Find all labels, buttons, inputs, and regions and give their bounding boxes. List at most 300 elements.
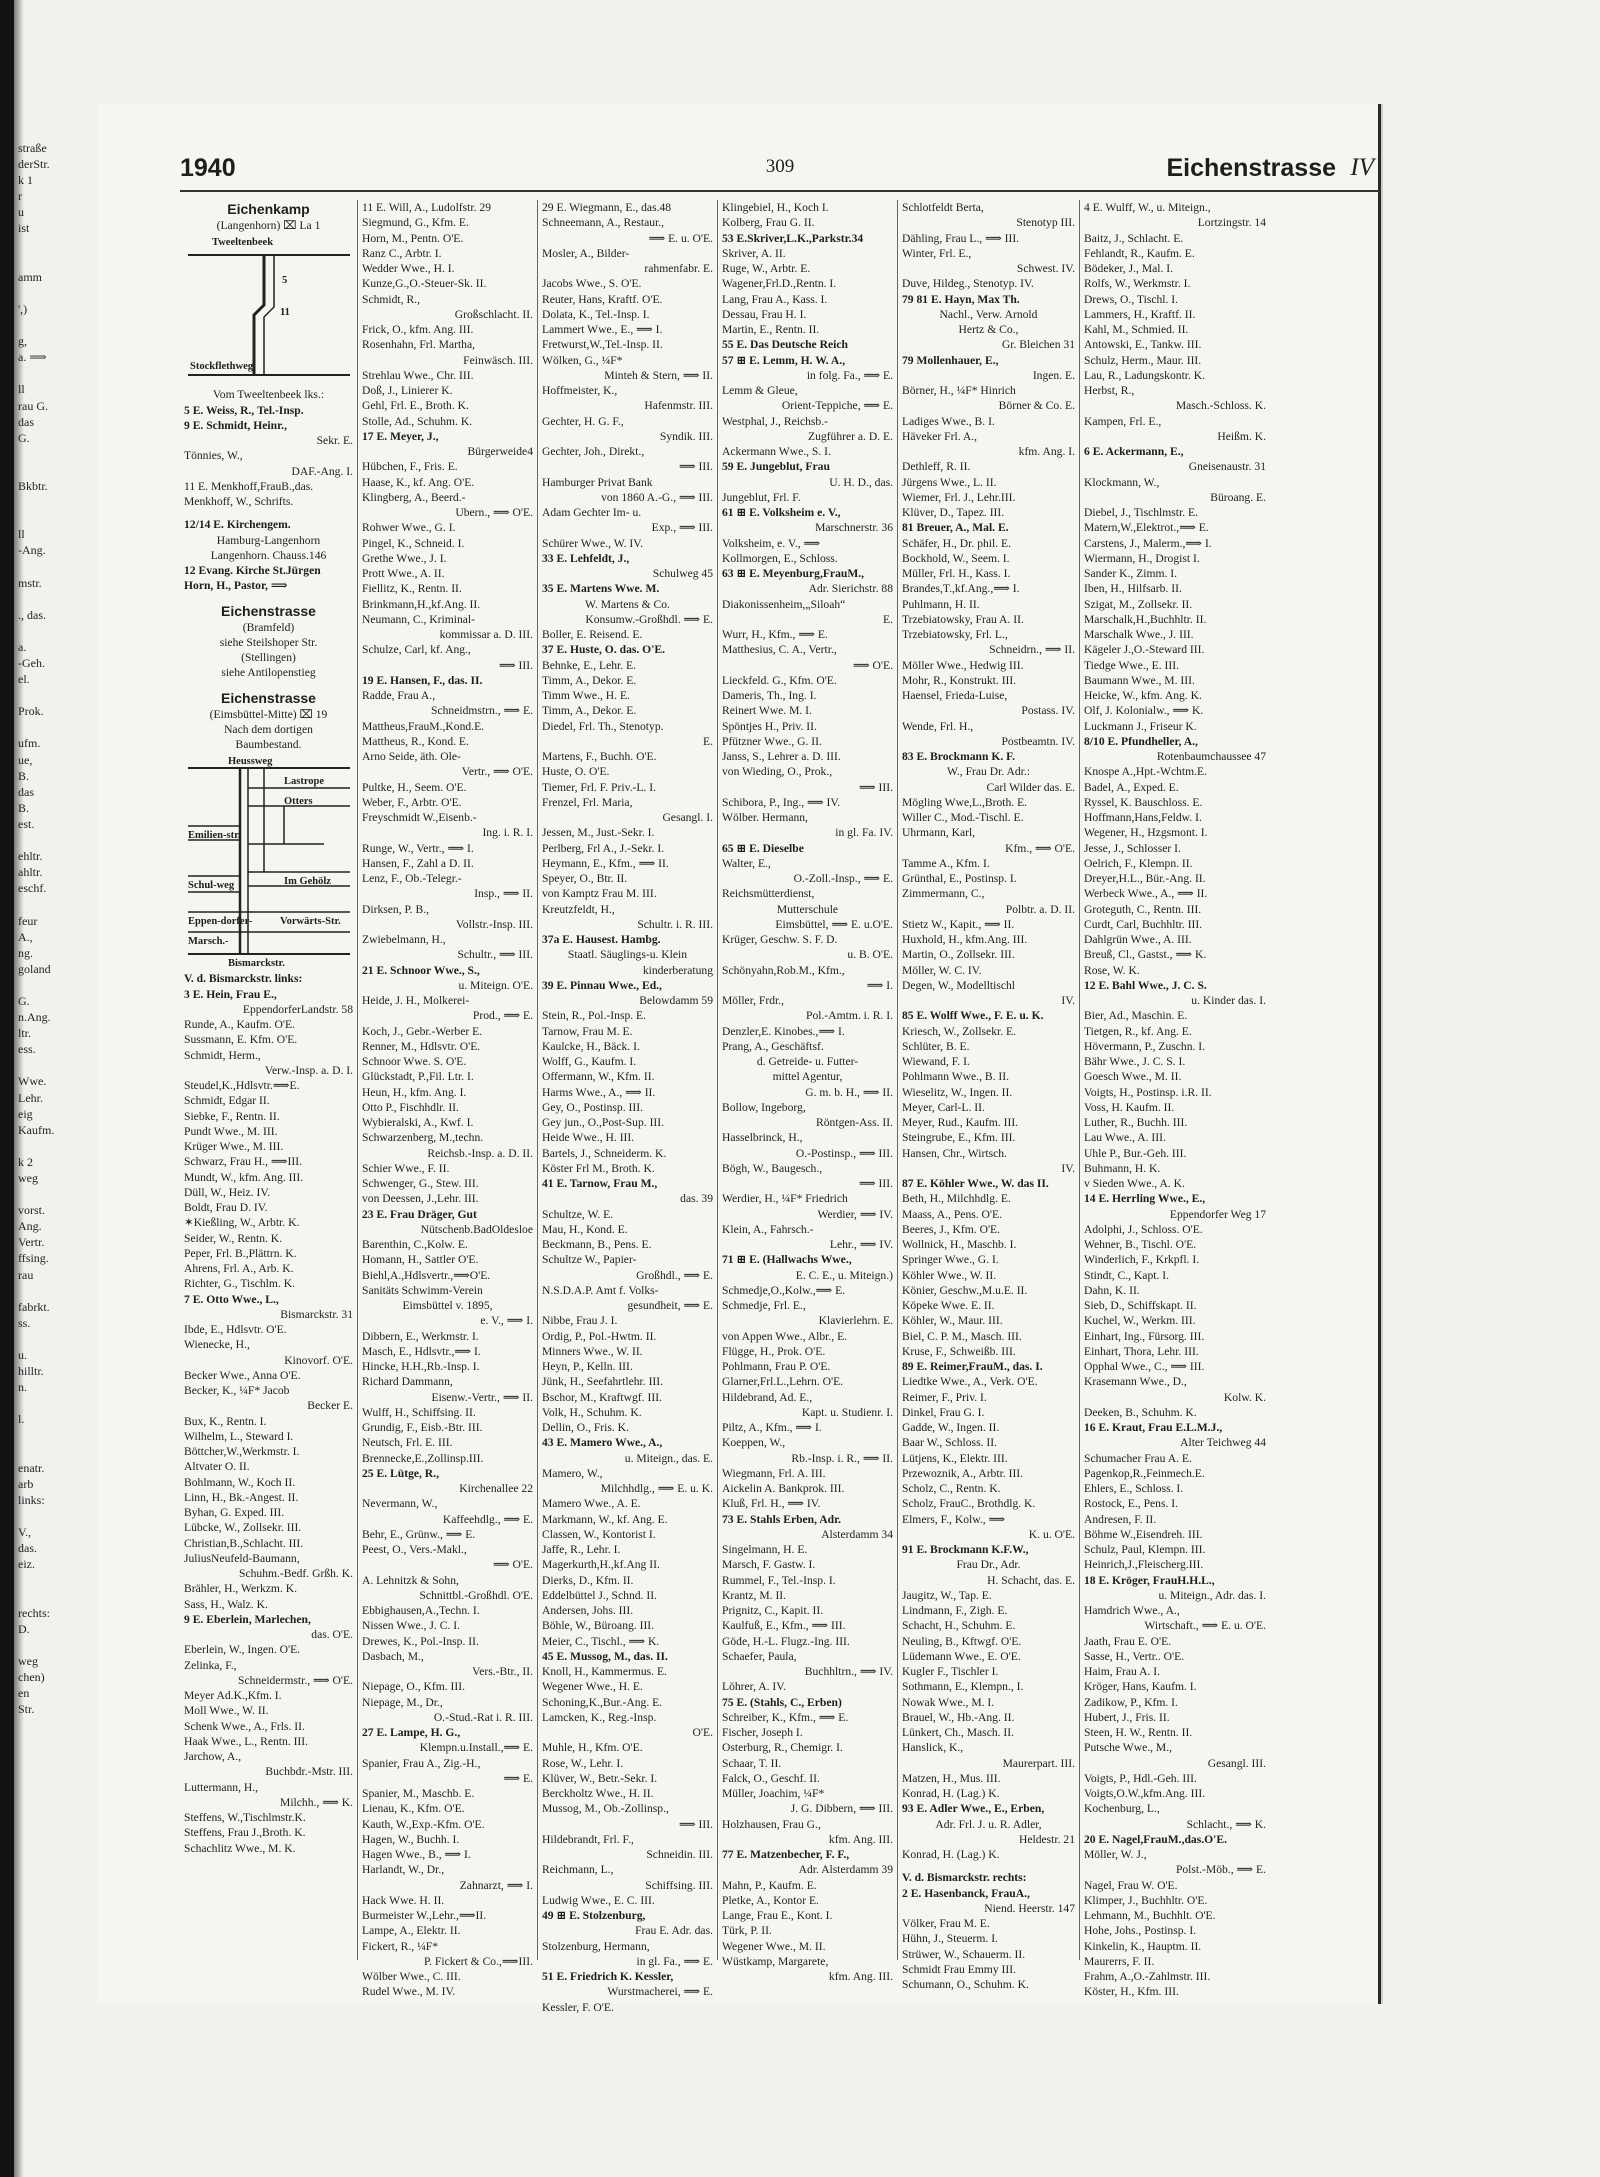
resident-entry: Diedel, Frl. Th., Stenotyp.: [542, 719, 664, 733]
house-entry: 57 ⊞ E. Lemm, H. W. A.,: [722, 353, 846, 367]
prev-page-line: ist: [18, 221, 30, 236]
column-2: [362, 200, 538, 1999]
resident-entry: Pohlmann Wwe., B. II.: [902, 1070, 1010, 1084]
resident-entry: Pagenkop,R.,Feinmech.E.: [1084, 1466, 1205, 1480]
prev-page-line: ss.: [18, 1315, 31, 1330]
resident-entry: Singelmann, H. E.: [722, 1543, 808, 1556]
resident-entry: Polbtr. a. D. II.: [1005, 902, 1075, 916]
resident-entry: Kolberg, Frau G. II.: [722, 216, 815, 230]
resident-entry: Spanier, M., Maschb. E.: [362, 1787, 475, 1800]
resident-entry: Mögling Wwe,L.,Broth. E.: [902, 795, 1028, 809]
prev-page-line: g,: [18, 334, 27, 349]
resident-entry: Brähler, H., Werkzm. K.: [184, 1582, 298, 1596]
resident-entry: Hagen Wwe., B., ⟹ I.: [362, 1848, 471, 1861]
map-label: Im Gehölz: [284, 876, 331, 888]
house-entry: 85 E. Wolff Wwe., F. E. u. K.: [902, 1009, 1044, 1023]
resident-entry: Grethe Wwe., J. I.: [362, 551, 447, 565]
resident-entry: DAF.-Ang. I.: [291, 464, 353, 478]
house-entry: 81 Breuer, A., Mal. E.: [902, 521, 1009, 535]
resident-entry: Niend. Heerstr. 147: [984, 1901, 1075, 1915]
resident-entry: Wulff, H., Schiffsing. II.: [362, 1405, 476, 1419]
prev-page-line: G.: [18, 430, 30, 445]
resident-entry: Bartels, J., Schneiderm. K.: [542, 1146, 667, 1160]
previous-page-strip: [18, 140, 108, 1820]
map-label: Heussweg: [228, 756, 273, 768]
resident-entry: Hamdrich Wwe., A.,: [1084, 1604, 1180, 1617]
resident-entry: Schuhm.-Bedf. Grßh. K.: [239, 1567, 353, 1580]
resident-entry: Nagel, Frau W. O'E.: [1084, 1878, 1178, 1892]
resident-entry: Burmeister W.,Lehr.,⟹II.: [362, 1909, 487, 1922]
resident-entry: Kochenburg, L.,: [1084, 1802, 1160, 1816]
resident-entry: Aickelin A. Bankprok. III.: [722, 1482, 845, 1495]
resident-entry: Zelinka, F.,: [184, 1658, 237, 1672]
resident-entry: [184, 594, 353, 602]
resident-entry: O.-Zoll.-Insp., ⟹ E.: [793, 872, 893, 885]
resident-entry: Sander K., Zimm. I.: [1084, 567, 1178, 580]
resident-entry: Postbeamtn. IV.: [1001, 734, 1075, 748]
resident-entry: Becker, K., ¼F* Jacob: [184, 1384, 290, 1397]
resident-entry: Köster Frl M., Broth. K.: [542, 1161, 655, 1175]
resident-entry: Schultze W., Papier-: [542, 1253, 637, 1267]
resident-entry: ⟹ III.: [678, 1817, 713, 1831]
resident-entry: Schultze, W. E.: [542, 1207, 614, 1221]
prev-page-line: u: [18, 205, 24, 220]
prev-page-line: [18, 1508, 106, 1524]
resident-entry: Nevermann, W.,: [362, 1497, 438, 1511]
resident-entry: Schumacher Frau A. E.: [1084, 1451, 1192, 1465]
resident-entry: Vers.-Btr., II.: [472, 1665, 533, 1678]
resident-entry: Bollow, Ingeborg,: [722, 1100, 806, 1114]
resident-entry: kfm. Ang. I.: [1018, 445, 1075, 458]
resident-entry: Voigts, H., Postinsp. i.R. II.: [1084, 1085, 1212, 1099]
resident-entry: Ackermann Wwe., S. I.: [722, 445, 831, 458]
prev-page-line: en: [18, 1686, 30, 1700]
resident-entry: Ordig, P., Pol.-Hwtm. II.: [542, 1329, 657, 1343]
resident-entry: Buhmann, H. K.: [1084, 1161, 1161, 1175]
resident-entry: Glarner,Frl.L.,Lehrn. O'E.: [722, 1375, 844, 1389]
resident-entry: Schäfer, H., Dr. phil. E.: [902, 536, 1012, 550]
resident-entry: Opphal Wwe., C., ⟹ III.: [1084, 1360, 1205, 1373]
resident-entry: Rb.-Insp. i. R., ⟹ II.: [791, 1451, 893, 1465]
resident-entry: Rose, W. K.: [1084, 963, 1140, 977]
column-5: [902, 200, 1080, 1991]
prev-page-line: [18, 1331, 106, 1347]
resident-entry: Lüdemann Wwe., E. O'E.: [902, 1649, 1021, 1663]
resident-entry: Kaffeehdlg., ⟹ E.: [442, 1512, 533, 1526]
resident-entry: Bschor, M., Kraftwgf. III.: [542, 1390, 662, 1404]
resident-entry: Sekr. E.: [316, 434, 353, 447]
resident-entry: Nütschenb.BadOldesloe: [420, 1222, 533, 1236]
resident-entry: Zahnarzt, ⟹ I.: [459, 1878, 533, 1892]
resident-entry: Spöntjes H., Priv. II.: [722, 719, 817, 733]
resident-entry: Eimsbüttel v. 1895,: [402, 1299, 493, 1312]
resident-entry: Neumann, C., Kriminal-: [362, 612, 476, 626]
prev-page-line: straße: [18, 141, 47, 155]
resident-entry: Klempn.u.Install.,⟹ E.: [419, 1741, 533, 1755]
resident-entry: Lübcke, W., Zollsekr. III.: [184, 1521, 302, 1535]
house-entry: V. d. Bismarckstr. rechts:: [902, 1871, 1027, 1885]
resident-entry: Einhart, Thora, Lehr. III.: [1084, 1344, 1199, 1358]
resident-entry: Piltz, A., Kfm., ⟹ I.: [722, 1421, 822, 1434]
resident-entry: Schneidrn., ⟹ II.: [989, 643, 1075, 657]
resident-entry: Peest, O., Vers.-Makl.,: [362, 1543, 467, 1556]
page-header: [180, 150, 1380, 192]
resident-entry: Klingebiel, H., Koch I.: [722, 201, 829, 214]
resident-entry: Prod., ⟹ E.: [472, 1009, 533, 1023]
prev-page-line: derStr.: [18, 157, 50, 172]
resident-entry: Köster, H., Kfm. III.: [1084, 1985, 1179, 1999]
resident-entry: Schaar, T. II.: [722, 1756, 782, 1770]
page-number: 309: [765, 156, 795, 177]
resident-entry: kfm. Ang. III.: [828, 1970, 893, 1983]
resident-entry: in gl. Fa. IV.: [835, 826, 893, 840]
resident-entry: in gl. Fa., ⟹ E.: [636, 1954, 713, 1968]
resident-entry: Wurr, H., Kfm., ⟹ E.: [722, 628, 828, 641]
resident-entry: Baar W., Schloss. II.: [902, 1436, 997, 1450]
resident-entry: Schmidt, Herm.,: [184, 1048, 261, 1062]
house-entry: 83 E. Brockmann K. F.: [902, 750, 1016, 763]
resident-entry: Bohlmann, W., Koch II.: [184, 1475, 296, 1489]
resident-entry: Schumann, O., Schuhm. K.: [902, 1978, 1029, 1991]
resident-entry: Frau E. Adr. das.: [635, 1924, 713, 1938]
resident-entry: Meier, C., Tischl., ⟹ K.: [542, 1634, 660, 1648]
prev-page-line: Prok.: [18, 704, 44, 719]
resident-entry: Steingrube, E., Kfm. III.: [902, 1131, 1016, 1145]
resident-entry: Glückstadt, P.,Fil. Ltr. I.: [362, 1070, 474, 1084]
resident-entry: Muhle, H., Kfm. O'E.: [542, 1741, 643, 1755]
resident-entry: Pletke, A., Kontor E.: [722, 1893, 819, 1907]
resident-entry: Adr. Sierichstr. 88: [808, 582, 893, 596]
resident-entry: e. V., ⟹ I.: [480, 1314, 533, 1328]
house-entry: 25 E. Lütge, R.,: [362, 1466, 439, 1480]
resident-entry: Timm Wwe., H. E.: [542, 689, 630, 702]
house-entry: 61 ⊞ E. Volksheim e. V.,: [722, 506, 841, 519]
resident-entry: O.-Postinsp., ⟹ III.: [795, 1146, 893, 1160]
resident-entry: Heinrich,J.,Fleischerg.III.: [1084, 1558, 1204, 1572]
resident-entry: von 1860 A.-G., ⟹ III.: [601, 490, 713, 504]
resident-entry: Masch.-Schloss. K.: [1175, 399, 1266, 413]
resident-entry: Dahlgrün Wwe., A. III.: [1084, 933, 1192, 946]
prev-page-line: [18, 832, 106, 848]
resident-entry: Niepage, O., Kfm. III.: [362, 1680, 466, 1694]
resident-entry: Heide, J. H., Molkerei-: [362, 994, 470, 1007]
resident-entry: Voigts, P., Hdl.-Geh. III.: [1084, 1771, 1197, 1785]
resident-entry: Hühn, J., Steuerm. I.: [902, 1932, 998, 1946]
resident-entry: Kinkelin, K., Hauptm. II.: [1084, 1939, 1202, 1953]
resident-entry: Jungeblut, Frl. F.: [722, 490, 801, 504]
house-entry: 20 E. Nagel,FrauM.,das.O'E.: [1084, 1832, 1227, 1846]
resident-entry: das. O'E.: [311, 1628, 353, 1641]
resident-entry: Möller, W. J.,: [1084, 1848, 1147, 1861]
resident-entry: Carstens, J., Malerm.,⟹ I.: [1084, 536, 1212, 550]
resident-entry: EppendorferLandstr. 58: [242, 1002, 353, 1016]
prev-page-line: links:: [18, 1492, 45, 1507]
prev-page-line: ',): [18, 301, 28, 316]
house-entry: 45 E. Mussog, M., das. II.: [542, 1649, 668, 1663]
running-head-street: Eichenstrasse: [1166, 154, 1336, 182]
resident-entry: Jünk, H., Seefahrtlehr. III.: [542, 1375, 664, 1389]
resident-entry: Oelrich, F., Klempn. II.: [1084, 856, 1193, 870]
resident-entry: Herbst, R.,: [1084, 384, 1135, 397]
house-entry: 12 E. Bahl Wwe., J. C. S.: [1084, 978, 1207, 992]
resident-entry: Koeppen, W.,: [722, 1436, 786, 1450]
resident-entry: Hoffmeister, K.,: [542, 384, 618, 397]
house-entry: 41 E. Tarnow, Frau M.,: [542, 1177, 658, 1190]
prev-page-line: Lehr.: [18, 1090, 43, 1105]
resident-entry: Ranz C., Arbtr. I.: [362, 246, 442, 260]
resident-entry: Kunze,G.,O.-Steuer-Sk. II.: [362, 277, 487, 291]
resident-entry: Heldestr. 21: [1018, 1832, 1075, 1846]
resident-entry: u. Miteign., Adr. das. I.: [1158, 1588, 1266, 1602]
resident-entry: Vertr., ⟹ O'E.: [461, 765, 533, 779]
house-entry: 63 ⊞ E. Meyenburg,FrauM.,: [722, 567, 865, 580]
house-entry: 5 E. Weiss, R., Tel.-Insp.: [184, 403, 304, 417]
resident-entry: Lau Wwe., A. III.: [1084, 1131, 1166, 1145]
resident-entry: Kluß, Frl. H., ⟹ IV.: [722, 1497, 821, 1511]
prev-page-line: n.Ang.: [18, 1010, 51, 1025]
resident-entry: Drewes, K., Pol.-Insp. II.: [362, 1634, 479, 1648]
resident-entry: Voss, H. Kaufm. II.: [1084, 1100, 1175, 1114]
resident-entry: Baumann Wwe., M. III.: [1084, 673, 1195, 687]
prev-page-line: eig: [18, 1106, 33, 1121]
resident-entry: Mattheus, R., Kond. E.: [362, 734, 469, 748]
resident-entry: Börner & Co. E.: [998, 399, 1075, 413]
prev-page-line: [18, 1428, 106, 1444]
resident-entry: Westphal, J., Reichsb.-: [722, 414, 828, 428]
house-entry: 16 E. Kraut, Frau E.L.M.J.,: [1084, 1421, 1223, 1434]
resident-entry: Biehl,A.,Hdlsvertr.,⟹O'E.: [362, 1268, 491, 1282]
resident-entry: kinderberatung: [642, 963, 713, 977]
resident-entry: Rostock, E., Pens. I.: [1084, 1497, 1179, 1511]
resident-entry: 11 E. Menkhoff,FrauB.,das.: [184, 479, 314, 493]
resident-entry: Wiermann, H., Drogist I.: [1084, 551, 1200, 565]
resident-entry: Groteguth, C., Rentn. III.: [1084, 902, 1202, 916]
resident-entry: ⟹ E.: [503, 1771, 533, 1785]
resident-entry: Schlüter, B. E.: [902, 1039, 970, 1053]
resident-entry: Mohr, R., Konstrukt. III.: [902, 673, 1017, 687]
resident-entry: kommissar a. D. III.: [439, 628, 533, 641]
resident-entry: Otto P., Fischhdlr. II.: [362, 1100, 459, 1114]
resident-entry: Kolw. K.: [1223, 1390, 1266, 1404]
resident-entry: Kapt. u. Studienr. I.: [801, 1405, 893, 1419]
resident-entry: Adr. Frl. J. u. R. Adler,: [935, 1817, 1042, 1831]
resident-entry: Verw.-Insp. a. D. I.: [264, 1063, 353, 1077]
resident-entry: Jacobs Wwe., S. O'E.: [542, 277, 642, 291]
resident-entry: Wagener,Frl.D.,Rentn. I.: [722, 277, 837, 291]
resident-entry: Kampen, Frl. E.,: [1084, 414, 1162, 428]
resident-entry: Niepage, M., Dr.,: [362, 1695, 443, 1709]
resident-entry: Curdt, Carl, Buchhltr. III.: [1084, 917, 1203, 931]
resident-entry: Schneidmstrn., ⟹ E.: [431, 704, 533, 718]
resident-entry: Wienecke, H.,: [184, 1338, 250, 1352]
house-entry: 23 E. Frau Dräger, Gut: [362, 1207, 477, 1221]
resident-entry: Milchh., ⟹ K.: [280, 1795, 353, 1809]
prev-page-line: G.: [18, 993, 30, 1008]
resident-entry: Strüwer, W., Schauerm. II.: [902, 1947, 1026, 1961]
resident-entry: Breuß, Cl., Gastst., ⟹ K.: [1084, 948, 1207, 962]
house-entry: 8/10 E. Pfundheller, A.,: [1084, 734, 1198, 748]
resident-entry: Sussmann, E. Kfm. O'E.: [184, 1033, 298, 1047]
resident-entry: Schönyahn,Rob.M., Kfm.,: [722, 963, 845, 977]
house-entry: 2 E. Hasenbanck, FrauA.,: [902, 1886, 1030, 1900]
resident-entry: Schachlitz Wwe., M. K.: [184, 1841, 296, 1855]
resident-entry: Tiemer, Frl. F. Priv.-L. I.: [542, 780, 657, 794]
resident-entry: Scholz, C., Rentn. K.: [902, 1482, 1001, 1495]
resident-entry: Hanslick, K.,: [902, 1741, 964, 1755]
resident-entry: Zugführer a. D. E.: [808, 429, 893, 443]
resident-entry: Hincke, H.H.,Rb.-Insp. I.: [362, 1360, 480, 1373]
resident-entry: Göde, H.-L. Flugz.-Ing. III.: [722, 1634, 850, 1648]
resident-entry: Gechter, H. G. F.,: [542, 414, 624, 428]
resident-entry: Eddelbüttel J., Schnd. II.: [542, 1588, 657, 1602]
map-label: Lastrope: [284, 776, 325, 788]
resident-entry: Köhler Wwe., W. II.: [902, 1268, 997, 1282]
resident-entry: Reichmann, L.,: [542, 1863, 614, 1877]
resident-entry: Hafenmstr. III.: [644, 399, 713, 413]
resident-entry: Kröger, Hans, Kaufm. I.: [1084, 1680, 1197, 1694]
resident-entry: Gechter, Joh., Direkt.,: [542, 445, 645, 458]
resident-entry: Krüger Wwe., M. III.: [184, 1140, 284, 1153]
resident-entry: Dahn, K. II.: [1084, 1283, 1140, 1297]
resident-entry: Schneemann, A., Restaur.,: [542, 216, 665, 230]
resident-entry: Gey, O., Postinsp. III.: [542, 1100, 644, 1114]
resident-entry: Tönnies, W.,: [184, 449, 243, 463]
resident-entry: Sieb, D., Schiffskapt. II.: [1084, 1299, 1197, 1312]
prev-page-line: [18, 1572, 106, 1588]
resident-entry: Könier, Geschw.,M.u.E. II.: [902, 1283, 1028, 1297]
resident-entry: Wende, Frl. H.,: [902, 719, 974, 733]
resident-entry: Lindmann, F., Zigh. E.: [902, 1604, 1008, 1617]
resident-entry: Scholz, FrauC., Brothdlg. K.: [902, 1497, 1036, 1511]
resident-entry: Schmidt Frau Emmy III.: [902, 1962, 1016, 1976]
resident-entry: Wegener, H., Hzgsmont. I.: [1084, 826, 1208, 840]
map-label: Eppen-dorfer-: [188, 916, 253, 928]
resident-entry: Möller Wwe., Hedwig III.: [902, 658, 1024, 672]
resident-entry: Ingen. E.: [1032, 368, 1075, 382]
resident-entry: Düll, W., Heiz. IV.: [184, 1185, 271, 1199]
resident-entry: Syndik. III.: [659, 429, 713, 443]
resident-entry: Carl Wilder das. E.: [986, 780, 1075, 794]
resident-entry: Zimmermann, C.,: [902, 887, 985, 901]
resident-entry: Volk, H., Schuhm. K.: [542, 1405, 642, 1419]
resident-entry: Krüger, Geschw. S. F. D.: [722, 933, 838, 946]
resident-entry: Dinkel, Frau G. I.: [902, 1405, 985, 1419]
resident-entry: 29 E. Wiegmann, E., das.48: [542, 201, 672, 214]
house-entry: 18 E. Kröger, FrauH.H.L.,: [1084, 1573, 1215, 1587]
house-entry: 6 E. Ackermann, E.,: [1084, 445, 1184, 458]
resident-entry: Behnke, E., Lehr. E.: [542, 658, 637, 672]
resident-entry: Lampe, A., Elektr. II.: [362, 1924, 461, 1938]
resident-entry: Staatl. Säuglings-u. Klein: [567, 948, 688, 962]
prev-page-line: ll: [18, 382, 25, 397]
resident-entry: E.: [703, 734, 713, 748]
resident-entry: Reimer, F., Priv. I.: [902, 1390, 987, 1404]
resident-entry: Jarchow, A.,: [184, 1750, 242, 1763]
resident-entry: Ing. i. R. I.: [482, 826, 533, 840]
resident-entry: JuliusNeufeld-Baumann,: [184, 1551, 300, 1565]
resident-entry: Przewoznik, A., Arbtr. III.: [902, 1466, 1024, 1480]
resident-entry: Gesangl. III.: [1207, 1756, 1266, 1770]
resident-entry: 4 E. Wulff, W., u. Miteign.,: [1084, 201, 1211, 214]
resident-entry: Konrad, H. (Lag.) K.: [902, 1787, 1000, 1800]
resident-entry: Dellin, O., Fris. K.: [542, 1421, 629, 1434]
resident-entry: Heun, H., kfm. Ang. I.: [362, 1085, 467, 1099]
resident-entry: Schibora, P., Ing., ⟹ IV.: [722, 795, 841, 809]
prev-page-line: [18, 687, 106, 703]
resident-entry: (Eimsbüttel-Mitte) ⌧ 19: [209, 707, 328, 721]
resident-entry: Krantz, M. II.: [722, 1588, 787, 1602]
resident-entry: Richard Dammann,: [362, 1375, 453, 1389]
prev-page-line: [18, 317, 106, 333]
resident-entry: ✶Kießling, W., Arbtr. K.: [184, 1216, 300, 1230]
resident-entry: W., Frau Dr. Adr.:: [947, 765, 1030, 779]
resident-entry: Stindt, C., Kapt. I.: [1084, 1268, 1170, 1282]
resident-entry: siehe Steilshoper Str.: [219, 635, 318, 649]
resident-entry: Rummel, F., Tel.-Insp. I.: [722, 1573, 836, 1587]
resident-entry: Steen, H. W., Rentn. II.: [1084, 1726, 1193, 1739]
prev-page-line: Str.: [18, 1702, 35, 1717]
resident-entry: Reinert Wwe. M. I.: [722, 704, 812, 718]
resident-entry: Markmann, W., kf. Ang. E.: [542, 1512, 668, 1526]
resident-entry: Gehl, Frl. E., Broth. K.: [362, 399, 469, 413]
resident-entry: Hubert, J., Fris. II.: [1084, 1710, 1170, 1724]
resident-entry: Willer C., Mod.-Tischl. E.: [902, 811, 1024, 824]
resident-entry: Schwenger, G., Stew. III.: [362, 1177, 479, 1190]
resident-entry: Siegmund, G., Kfm. E.: [362, 216, 469, 230]
prev-page-line: [18, 462, 106, 478]
resident-entry: Arno Seide, äth. Ole-: [362, 750, 461, 763]
map-label: Vorwärts-Str.: [280, 916, 341, 928]
resident-entry: Strehlau Wwe., Chr. III.: [362, 368, 474, 382]
resident-entry: Schwest. IV.: [1016, 262, 1075, 275]
resident-entry: Rohwer Wwe., G. I.: [362, 521, 456, 535]
resident-entry: Wieselitz, W., Ingen. II.: [902, 1085, 1013, 1099]
resident-entry: Schmedje, Frl. E.,: [722, 1299, 806, 1312]
resident-entry: Steffens, Frau J.,Broth. K.: [184, 1826, 306, 1840]
resident-entry: Gesangl. I.: [662, 811, 713, 824]
resident-entry: Tarnow, Frau M. E.: [542, 1024, 633, 1038]
resident-entry: Matern,W.,Elektrot.,⟹ E.: [1084, 521, 1209, 535]
resident-entry: Minners Wwe., W. II.: [542, 1344, 643, 1358]
resident-entry: von Wieding, O., Prok.,: [722, 765, 833, 779]
resident-entry: Frau Dr., Adr.: [956, 1558, 1021, 1572]
resident-entry: Wiewand, F. I.: [902, 1055, 970, 1068]
resident-entry: Konrad, H. (Lag.) K.: [902, 1848, 1000, 1861]
prev-page-line: ., das.: [18, 607, 46, 622]
resident-entry: Brinkmann,H.,kf.Ang. II.: [362, 597, 481, 611]
resident-entry: Ebbighausen,A.,Techn. I.: [362, 1604, 480, 1617]
resident-entry: Schreiber, K., Kfm., ⟹ E.: [722, 1710, 849, 1724]
resident-entry: Adam Gechter Im- u.: [542, 506, 642, 519]
prev-page-line: l.: [18, 1412, 25, 1427]
resident-entry: Möller, W. C. IV.: [902, 963, 982, 977]
resident-entry: Beth, H., Milchhdlg. E.: [902, 1192, 1011, 1206]
resident-entry: Hertz & Co.,: [958, 323, 1019, 336]
resident-entry: Marsch, F. Gastw. I.: [722, 1558, 816, 1572]
resident-entry: Schulweg 45: [652, 567, 713, 580]
resident-entry: Kessler, F. O'E.: [542, 2000, 614, 2014]
resident-entry: Adr. Alsterdamm 39: [798, 1863, 893, 1877]
resident-entry: Wölber Wwe., C. III.: [362, 1970, 461, 1983]
resident-entry: Luttermann, H.,: [184, 1780, 259, 1794]
resident-entry: Zadikow, P., Kfm. I.: [1084, 1695, 1178, 1709]
resident-entry: Haak Wwe., L., Rentn. III.: [184, 1734, 309, 1748]
resident-entry: Diakonissenheim,„Siloah“: [722, 597, 846, 611]
resident-entry: Völker, Frau M. E.: [902, 1917, 990, 1930]
resident-entry: Kinovorf. O'E.: [284, 1353, 353, 1367]
resident-entry: Barenthin, C.,Kolw. E.: [362, 1238, 468, 1251]
resident-entry: Knospe A.,Hpt.-Wchtm.E.: [1084, 765, 1208, 779]
